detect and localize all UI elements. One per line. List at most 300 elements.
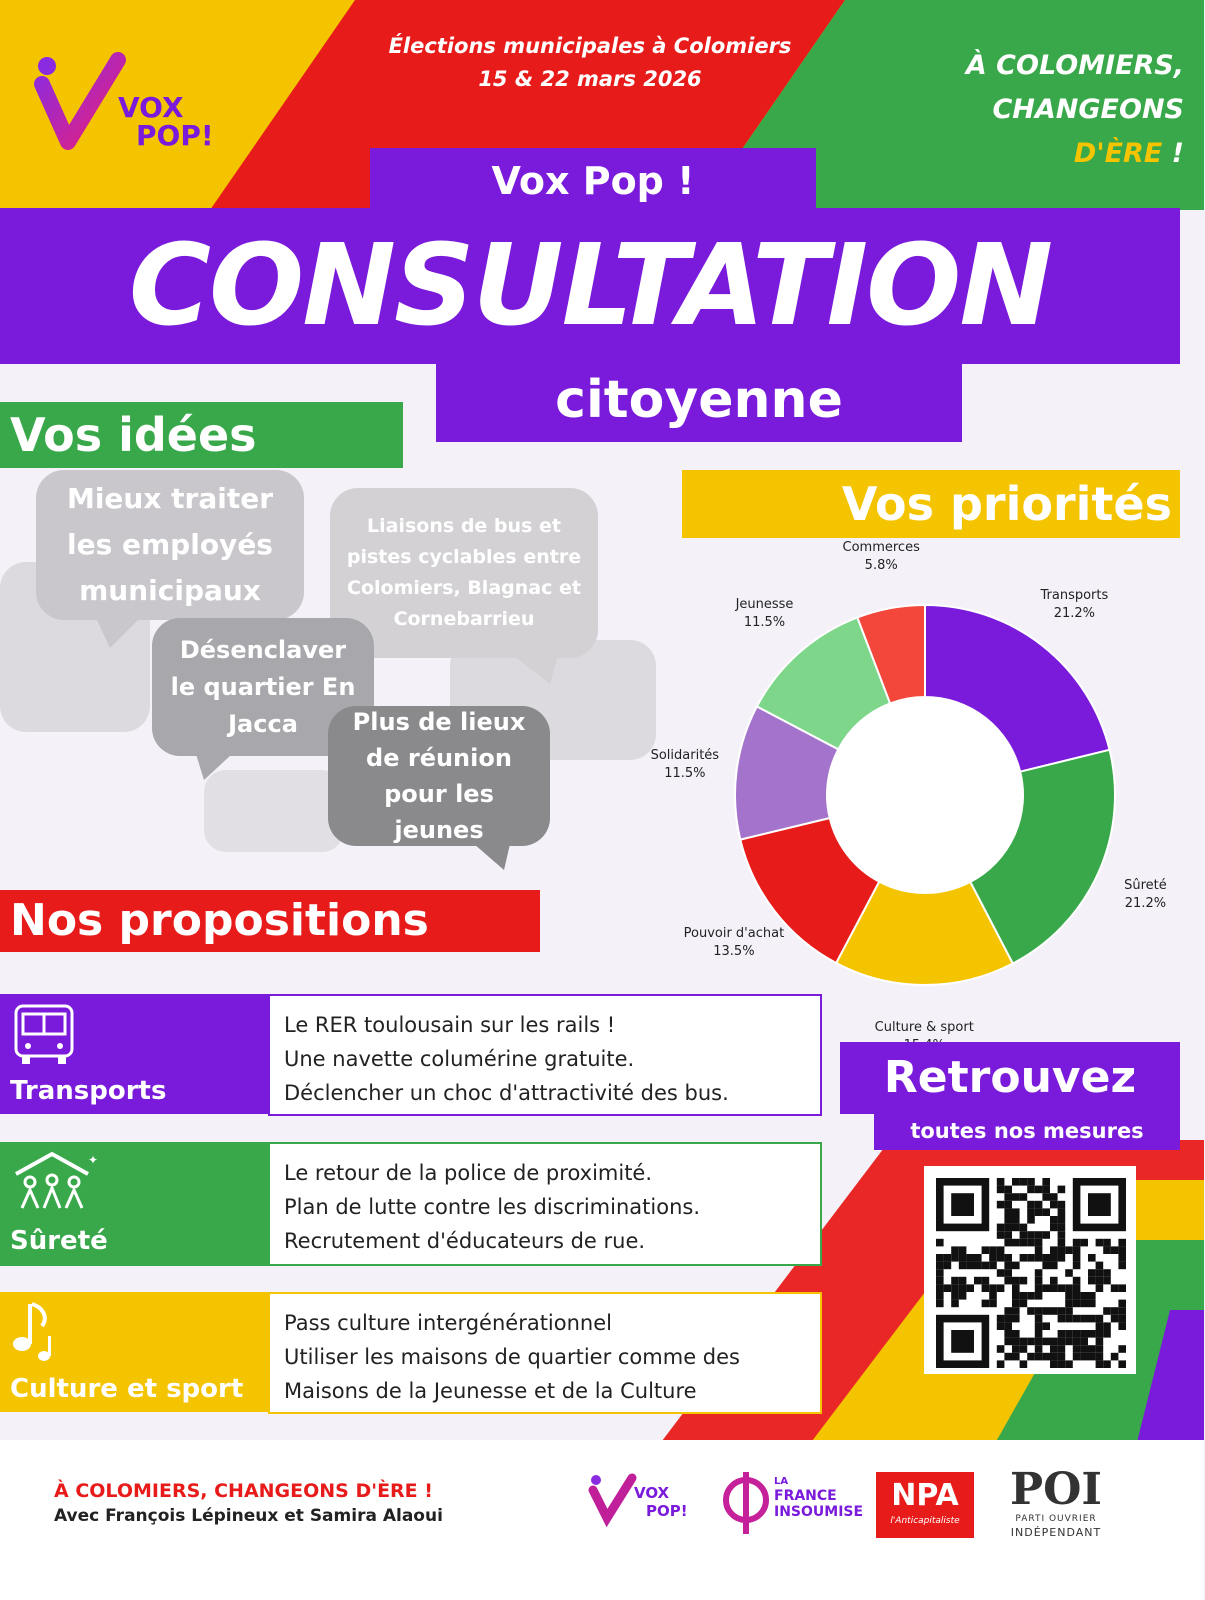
qr-module: [1088, 1330, 1096, 1338]
qr-module: [1035, 1284, 1043, 1292]
qr-module: [1004, 1201, 1012, 1209]
qr-module: [1004, 1322, 1012, 1330]
qr-module: [951, 1246, 959, 1254]
slogan-line-3: D'ÈRE: [1073, 138, 1163, 169]
qr-module: [1004, 1224, 1012, 1232]
proposal-line: Pass culture intergénérationnel: [284, 1311, 612, 1335]
qr-module: [1027, 1178, 1035, 1186]
qr-module: [1058, 1201, 1066, 1209]
qr-module: [1004, 1186, 1012, 1194]
qr-module: [936, 1262, 944, 1270]
qr-module: [951, 1277, 959, 1285]
qr-module: [997, 1254, 1005, 1262]
qr-module: [1004, 1307, 1012, 1315]
qr-module: [1065, 1307, 1073, 1315]
qr-module: [1035, 1277, 1043, 1285]
qr-module: [1058, 1345, 1066, 1353]
qr-module: [1042, 1178, 1050, 1186]
qr-module: [1027, 1292, 1035, 1300]
qr-module: [1020, 1254, 1028, 1262]
qr-module: [1080, 1345, 1088, 1353]
qr-module: [1096, 1322, 1104, 1330]
qr-module: [1042, 1353, 1050, 1361]
qr-module: [1042, 1208, 1050, 1216]
music-note-icon: [10, 1296, 60, 1366]
qr-module: [1118, 1300, 1126, 1308]
donut-label: [1085, 877, 1205, 913]
qr-module: [1027, 1216, 1035, 1224]
title-sub: citoyenne: [555, 370, 843, 430]
qr-module: [1118, 1246, 1126, 1254]
footer-candidates: Avec François Lépineux et Samira Alaoui: [54, 1506, 443, 1526]
qr-module: [1096, 1277, 1104, 1285]
proposal-box-culture: [268, 1292, 822, 1414]
qr-module: [959, 1254, 967, 1262]
npa-text: NPA: [891, 1478, 959, 1513]
qr-module: [1004, 1216, 1012, 1224]
qr-module: [1103, 1330, 1111, 1338]
qr-module: [1096, 1239, 1104, 1247]
qr-module: [1065, 1269, 1073, 1277]
proposal-line: Le retour de la police de proximité.: [284, 1161, 653, 1185]
qr-module: [1058, 1239, 1066, 1247]
qr-module: [989, 1254, 997, 1262]
qr-module: [1012, 1345, 1020, 1353]
qr-module: [1035, 1315, 1043, 1323]
donut-label: [821, 539, 941, 575]
qr-module: [1027, 1353, 1035, 1361]
qr-module: [1035, 1246, 1043, 1254]
qr-module: [997, 1231, 1005, 1239]
qr-module: [1012, 1239, 1020, 1247]
qr-module: [1058, 1330, 1066, 1338]
idea-text: les employés: [67, 528, 273, 561]
footer-poi-logo: [1000, 1464, 1112, 1542]
qr-module: [1080, 1300, 1088, 1308]
qr-module: [1035, 1186, 1043, 1194]
qr-module: [1073, 1239, 1081, 1247]
qr-module: [1111, 1284, 1119, 1292]
lfi-text: LA: [774, 1476, 789, 1487]
lfi-text: FRANCE: [774, 1488, 837, 1504]
qr-module: [1035, 1345, 1043, 1353]
qr-module: [1073, 1254, 1081, 1262]
community-icon: [10, 1150, 99, 1220]
qr-module: [1042, 1284, 1050, 1292]
qr-module: [1004, 1353, 1012, 1361]
qr-module: [1058, 1224, 1066, 1232]
idea-text: de réunion: [366, 744, 512, 772]
qr-module: [1050, 1307, 1058, 1315]
qr-module: [1004, 1269, 1012, 1277]
qr-module: [997, 1345, 1005, 1353]
slice-name: Culture & sport: [874, 1019, 974, 1035]
donut-label: [1014, 587, 1134, 623]
qr-module: [1004, 1262, 1012, 1270]
qr-module: [1073, 1262, 1081, 1270]
qr-module: [1111, 1307, 1119, 1315]
qr-module: [1035, 1338, 1043, 1346]
qr-module: [997, 1322, 1005, 1330]
proposal-box-surete: [268, 1142, 822, 1266]
qr-module: [1111, 1246, 1119, 1254]
qr-module: [1050, 1254, 1058, 1262]
qr-module: [1012, 1224, 1020, 1232]
qr-module: [1035, 1269, 1043, 1277]
idea-text: Liaisons de bus et: [367, 515, 561, 537]
qr-module: [1042, 1307, 1050, 1315]
qr-code[interactable]: [924, 1166, 1136, 1374]
qr-module: [1065, 1330, 1073, 1338]
qr-module: [1050, 1246, 1058, 1254]
slice-value: 11.5%: [664, 766, 706, 782]
qr-module: [1080, 1239, 1088, 1247]
svg-text:✦: ✦: [88, 1153, 99, 1167]
qr-module: [974, 1277, 982, 1285]
qr-module: [1103, 1307, 1111, 1315]
proposal-label: Transports: [10, 1076, 167, 1106]
qr-module: [1058, 1208, 1066, 1216]
qr-module: [1096, 1360, 1104, 1368]
qr-module: [1065, 1292, 1073, 1300]
proposal-line: Utiliser les maisons de quartier comme des: [284, 1345, 740, 1369]
qr-module: [1065, 1360, 1073, 1368]
qr-module: [936, 1239, 944, 1247]
qr-module: [966, 1284, 974, 1292]
qr-module: [1058, 1284, 1066, 1292]
qr-module: [1050, 1262, 1058, 1270]
qr-module: [1103, 1277, 1111, 1285]
qr-module: [1058, 1315, 1066, 1323]
qr-module: [1080, 1338, 1088, 1346]
qr-module: [1042, 1338, 1050, 1346]
proposal-line: Une navette columérine gratuite.: [284, 1047, 635, 1071]
poi-text: POI: [1010, 1464, 1102, 1515]
npa-subtext: l'Anticapitaliste: [890, 1516, 960, 1526]
election-info: [360, 30, 820, 96]
qr-module: [1020, 1338, 1028, 1346]
ideas-heading: Vos idées: [10, 408, 257, 462]
slice-value: 5.8%: [864, 557, 898, 573]
qr-module: [1111, 1315, 1119, 1323]
qr-module: [1027, 1239, 1035, 1247]
idea-text: pour les jeunes: [384, 780, 494, 844]
qr-module: [1073, 1292, 1081, 1300]
footer-voxpop-logo: [590, 1474, 710, 1534]
qr-module: [982, 1284, 990, 1292]
qr-module: [951, 1254, 959, 1262]
qr-module: [936, 1300, 944, 1308]
qr-module: [1012, 1353, 1020, 1361]
qr-module: [997, 1186, 1005, 1194]
qr-module: [1035, 1231, 1043, 1239]
donut-hole: [827, 697, 1023, 893]
qr-module: [1027, 1208, 1035, 1216]
qr-module: [1050, 1338, 1058, 1346]
qr-module: [1012, 1300, 1020, 1308]
qr-module: [1012, 1178, 1020, 1186]
qr-module: [1027, 1338, 1035, 1346]
qr-module: [1118, 1254, 1126, 1262]
qr-module: [1035, 1208, 1043, 1216]
logo-text-pop: POP!: [136, 119, 214, 152]
qr-module: [1118, 1315, 1126, 1323]
qr-module: [1035, 1307, 1043, 1315]
qr-module: [1080, 1353, 1088, 1361]
slice-name: Sûreté: [1124, 877, 1167, 893]
qr-module: [989, 1292, 997, 1300]
qr-module: [1058, 1246, 1066, 1254]
qr-module: [982, 1277, 990, 1285]
qr-module: [959, 1284, 967, 1292]
qr-module: [1096, 1269, 1104, 1277]
slice-value: 21.2%: [1124, 895, 1167, 911]
qr-module: [1042, 1254, 1050, 1262]
qr-module: [1088, 1277, 1096, 1285]
qr-module: [1065, 1338, 1073, 1346]
qr-module: [959, 1246, 967, 1254]
qr-module: [1096, 1345, 1104, 1353]
qr-module: [989, 1246, 997, 1254]
qr-module: [936, 1284, 944, 1292]
qr-module: [1058, 1307, 1066, 1315]
qr-module: [1103, 1239, 1111, 1247]
qr-module: [1088, 1269, 1096, 1277]
qr-module: [966, 1262, 974, 1270]
qr-module: [1020, 1224, 1028, 1232]
qr-module: [936, 1277, 944, 1285]
proposals-heading: Nos propositions: [10, 895, 429, 946]
qr-module: [1088, 1315, 1096, 1323]
qr-module: [1058, 1254, 1066, 1262]
logo-text-vox: VOX: [634, 1484, 670, 1502]
qr-module: [1096, 1262, 1104, 1270]
qr-code-pattern: [924, 1166, 1136, 1374]
qr-module: [997, 1224, 1005, 1232]
qr-module: [1027, 1186, 1035, 1194]
voxpop-v-icon: [590, 1474, 634, 1524]
donut-label: [625, 747, 745, 783]
qr-module: [966, 1254, 974, 1262]
qr-module: [1020, 1193, 1028, 1201]
slice-name: Jeunesse: [735, 596, 794, 612]
slogan-line-2: CHANGEONS: [992, 94, 1184, 125]
qr-module: [1027, 1201, 1035, 1209]
qr-module: [1073, 1246, 1081, 1254]
qr-module: [1020, 1277, 1028, 1285]
slice-value: 21.2%: [1053, 605, 1096, 621]
idea-text: Désenclaver: [179, 635, 347, 664]
proposal-line: Maisons de la Jeunesse et de la Culture: [284, 1379, 697, 1403]
qr-module: [944, 1262, 952, 1270]
qr-module: [1058, 1360, 1066, 1368]
qr-module: [989, 1300, 997, 1308]
qr-module: [1012, 1193, 1020, 1201]
qr-module: [1073, 1353, 1081, 1361]
qr-module: [1103, 1246, 1111, 1254]
qr-module: [1004, 1239, 1012, 1247]
slogan-line-1: À COLOMIERS,: [965, 50, 1184, 81]
qr-module: [1020, 1292, 1028, 1300]
qr-module: [1050, 1224, 1058, 1232]
qr-module: [1050, 1201, 1058, 1209]
qr-module: [1035, 1292, 1043, 1300]
qr-module: [1088, 1300, 1096, 1308]
qr-module: [997, 1201, 1005, 1209]
qr-module: [1096, 1315, 1104, 1323]
qr-module: [1035, 1330, 1043, 1338]
header-slogan: [884, 44, 1184, 176]
slogan-mark: !: [1171, 138, 1184, 169]
qr-module: [1035, 1201, 1043, 1209]
qr-module: [1020, 1360, 1028, 1368]
qr-module: [1035, 1239, 1043, 1247]
qr-module: [959, 1277, 967, 1285]
qr-module: [1012, 1208, 1020, 1216]
qr-module: [1012, 1262, 1020, 1270]
qr-module: [951, 1284, 959, 1292]
qr-module: [1088, 1345, 1096, 1353]
qr-module: [997, 1315, 1005, 1323]
qr-module: [1042, 1193, 1050, 1201]
idea-text: Mieux traiter: [66, 482, 274, 515]
idea-text: Cornebarrieu: [393, 608, 535, 630]
slice-name: Commerces: [842, 539, 920, 555]
qr-module: [1012, 1284, 1020, 1292]
qr-module: [1050, 1193, 1058, 1201]
logo-text-vox: VOX: [118, 91, 184, 124]
qr-module: [997, 1178, 1005, 1186]
qr-module: [959, 1262, 967, 1270]
idea-bubble-1: [36, 470, 304, 620]
title-kicker: Vox Pop !: [491, 159, 695, 203]
slice-value: 13.5%: [713, 944, 755, 960]
qr-module: [1004, 1315, 1012, 1323]
qr-module: [1035, 1322, 1043, 1330]
qr-module: [1111, 1353, 1119, 1361]
qr-module: [1096, 1353, 1104, 1361]
qr-module: [1103, 1269, 1111, 1277]
qr-module: [989, 1262, 997, 1270]
qr-module: [997, 1269, 1005, 1277]
qr-module: [1073, 1330, 1081, 1338]
slice-name: Solidarités: [650, 748, 720, 764]
qr-module: [1050, 1353, 1058, 1361]
qr-module: [982, 1246, 990, 1254]
qr-module: [1080, 1292, 1088, 1300]
qr-module: [1042, 1322, 1050, 1330]
idea-bubble-4: [328, 706, 550, 846]
qr-module: [944, 1284, 952, 1292]
qr-module: [1118, 1284, 1126, 1292]
qr-module: [1073, 1300, 1081, 1308]
qr-module: [1012, 1338, 1020, 1346]
qr-module: [1012, 1307, 1020, 1315]
proposal-label: Sûreté: [10, 1226, 108, 1256]
qr-module: [974, 1254, 982, 1262]
slice-name: Transports: [1040, 587, 1109, 603]
proposal-line: Déclencher un choc d'attractivité des bus.: [284, 1081, 729, 1105]
qr-finder: [1088, 1193, 1111, 1216]
donut-label: [705, 596, 825, 632]
qr-module: [1027, 1231, 1035, 1239]
qr-module: [1004, 1193, 1012, 1201]
qr-module: [1012, 1277, 1020, 1285]
slice-value: 11.5%: [743, 614, 786, 630]
qr-module: [1073, 1277, 1081, 1285]
qr-module: [1058, 1216, 1066, 1224]
footer-npa-logo: [876, 1472, 974, 1538]
qr-module: [1103, 1360, 1111, 1368]
election-dates: 15 & 22 mars 2026: [478, 67, 702, 91]
retrouvez-heading: Retrouvez: [883, 1052, 1137, 1103]
qr-module: [1042, 1231, 1050, 1239]
qr-finder: [951, 1193, 974, 1216]
voxpop-logo: [36, 54, 236, 164]
qr-module: [1004, 1208, 1012, 1216]
idea-text: pistes cyclables entre: [346, 546, 582, 568]
qr-module: [1004, 1231, 1012, 1239]
qr-module: [1035, 1254, 1043, 1262]
qr-module: [1065, 1246, 1073, 1254]
qr-module: [1042, 1186, 1050, 1194]
qr-module: [1004, 1277, 1012, 1285]
qr-module: [951, 1300, 959, 1308]
qr-module: [1035, 1353, 1043, 1361]
idea-text: Colomiers, Blagnac et: [347, 577, 581, 599]
qr-module: [997, 1360, 1005, 1368]
qr-module: [1073, 1338, 1081, 1346]
qr-module: [1103, 1322, 1111, 1330]
qr-module: [1050, 1216, 1058, 1224]
phi-icon: [720, 1470, 772, 1536]
qr-module: [1012, 1216, 1020, 1224]
qr-module: [936, 1269, 944, 1277]
bus-icon: [10, 1002, 82, 1068]
qr-module: [936, 1254, 944, 1262]
qr-module: [959, 1292, 967, 1300]
qr-module: [1088, 1254, 1096, 1262]
qr-module: [1004, 1338, 1012, 1346]
donut-label: [674, 925, 794, 961]
proposal-line: Plan de lutte contre les discriminations.: [284, 1195, 700, 1219]
qr-module: [1012, 1292, 1020, 1300]
qr-module: [944, 1254, 952, 1262]
qr-module: [1118, 1239, 1126, 1247]
election-title: Élections municipales à Colomiers: [388, 34, 792, 58]
idea-text: Jacca: [228, 709, 298, 738]
qr-module: [1020, 1178, 1028, 1186]
qr-module: [1096, 1330, 1104, 1338]
qr-module: [1088, 1353, 1096, 1361]
voxpop-v-icon: [36, 54, 126, 154]
idea-text: le quartier En: [170, 672, 356, 701]
qr-module: [1042, 1262, 1050, 1270]
qr-module: [989, 1284, 997, 1292]
qr-module: [1058, 1186, 1066, 1194]
poi-subtext: INDÉPENDANT: [1010, 1526, 1102, 1539]
qr-module: [1027, 1307, 1035, 1315]
qr-module: [1096, 1284, 1104, 1292]
qr-module: [1073, 1284, 1081, 1292]
qr-module: [1065, 1284, 1073, 1292]
qr-module: [1020, 1345, 1028, 1353]
qr-module: [1118, 1345, 1126, 1353]
qr-module: [1088, 1292, 1096, 1300]
footer-lfi-logo: [720, 1470, 864, 1540]
qr-module: [1050, 1284, 1058, 1292]
qr-module: [1118, 1262, 1126, 1270]
